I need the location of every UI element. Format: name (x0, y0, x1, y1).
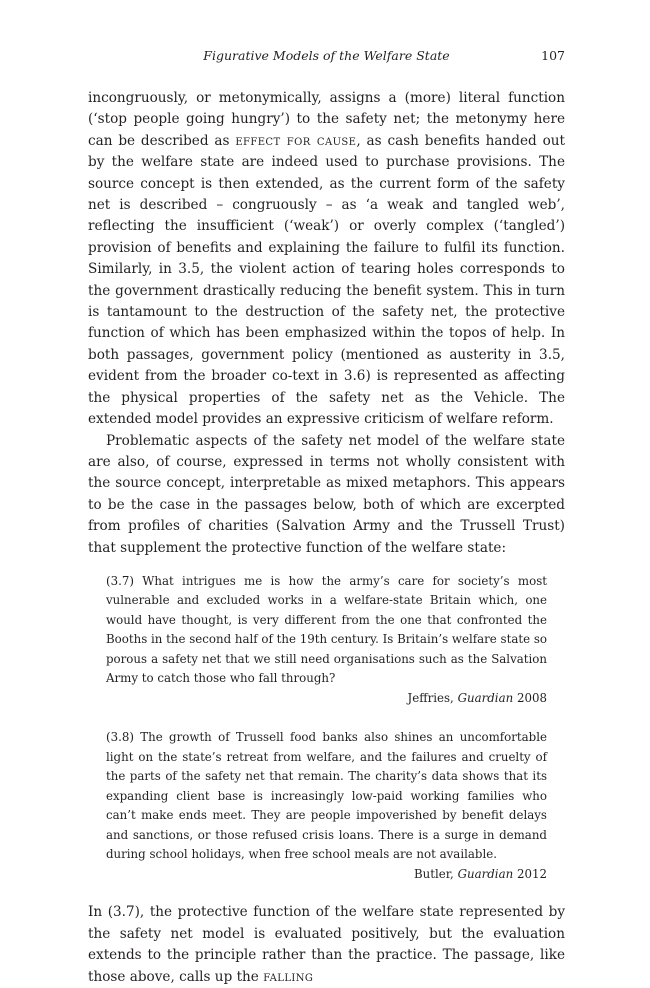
block-quote-3-8 (106, 728, 547, 884)
paragraph-1-text-a: incongruously, or metonymically, assigns a (more) literal function (‘stop people going hungry’) to the safety net; the metonymy here can be described as (88, 90, 565, 149)
paragraph-3 (88, 902, 565, 988)
paragraph-2: Problematic aspects of the safety net model of the welfare state are also, of course, expressed in terms not wholly consistent with the source concept, interpretable as mixed metaphors. This appears to be the case in the passages below, both of which are excerpted from profiles of charities (Salvation Army and the Trussell Trust) that supplement the protective function of the welfare state: (88, 432, 565, 556)
citation-author: Jeffries, (407, 690, 458, 705)
body-text (88, 88, 565, 988)
citation-source: Guardian (457, 866, 514, 881)
quote-text: (3.7) What intrigues me is how the army’s care for society’s most vulnerable and excluded works in a welfare-state Britain which, one would have thought, is very different from the one that confronted the Booths in the second half of the 19th century. Is Britain’s welfare state so porous a safety net that we still need organisations such as the Salvation Army to catch those who fall through? (106, 573, 547, 686)
block-quote-3-7 (106, 572, 547, 709)
page-number: 107 (541, 48, 565, 63)
paragraph-1-text-b: , as cash benefits handed out by the welfare state are indeed used to purchase provisions. The source concept is then extended, as the current form of the safety net is described – congruously – as ‘a weak and tangled web’, reflecting the insufficient (‘weak’) or overly complex (‘tangled’) provision of benefits and explaining the failure to fulfil its function. Similarly, in 3.5, the violent action of tearing holes corresponds to the government drastically reducing the benefit system. This in turn is tantamount to the destruction of the safety net, the protective function of which has been emphasized within the topos of help. In both passages, government policy (mentioned as austerity in 3.5, evident from the broader co-text in 3.6) is represented as affecting the physical properties of the safety net as the Vehicle. The extended model provides an expressive criticism of welfare reform. (88, 132, 565, 428)
running-title: Figurative Models of the Welfare State (203, 48, 450, 63)
citation-year: 2008 (513, 690, 547, 705)
quote-citation (106, 865, 547, 885)
citation-source: Guardian (457, 690, 514, 705)
paragraph-1 (88, 88, 565, 431)
quote-text: (3.8) The growth of Trussell food banks also shines an uncomfortable light on the state’s retreat from welfare, and the failures and cruelty of the parts of the safety net that remain. The charity’s data shows that its expanding client base is increasingly low-paid working families who can’t make ends meet. They are people impoverished by benefit delays and sanctions, or those refused crisis loans. There is a surge in demand during school holidays, when free school meals are not available. (106, 730, 547, 862)
small-caps-term-falling: falling (263, 968, 314, 985)
small-caps-term-effect-for-cause: effect for cause (235, 132, 357, 149)
quote-citation (106, 689, 547, 709)
paragraph-3-text: In (3.7), the protective function of the welfare state represented by the safety net model is evaluated positively, but the evaluation extends to the principle rather than the practice. The passage, like those above, calls up the (88, 904, 565, 985)
running-head (88, 47, 565, 65)
citation-author: Butler, (413, 866, 458, 881)
citation-year: 2012 (513, 866, 547, 881)
